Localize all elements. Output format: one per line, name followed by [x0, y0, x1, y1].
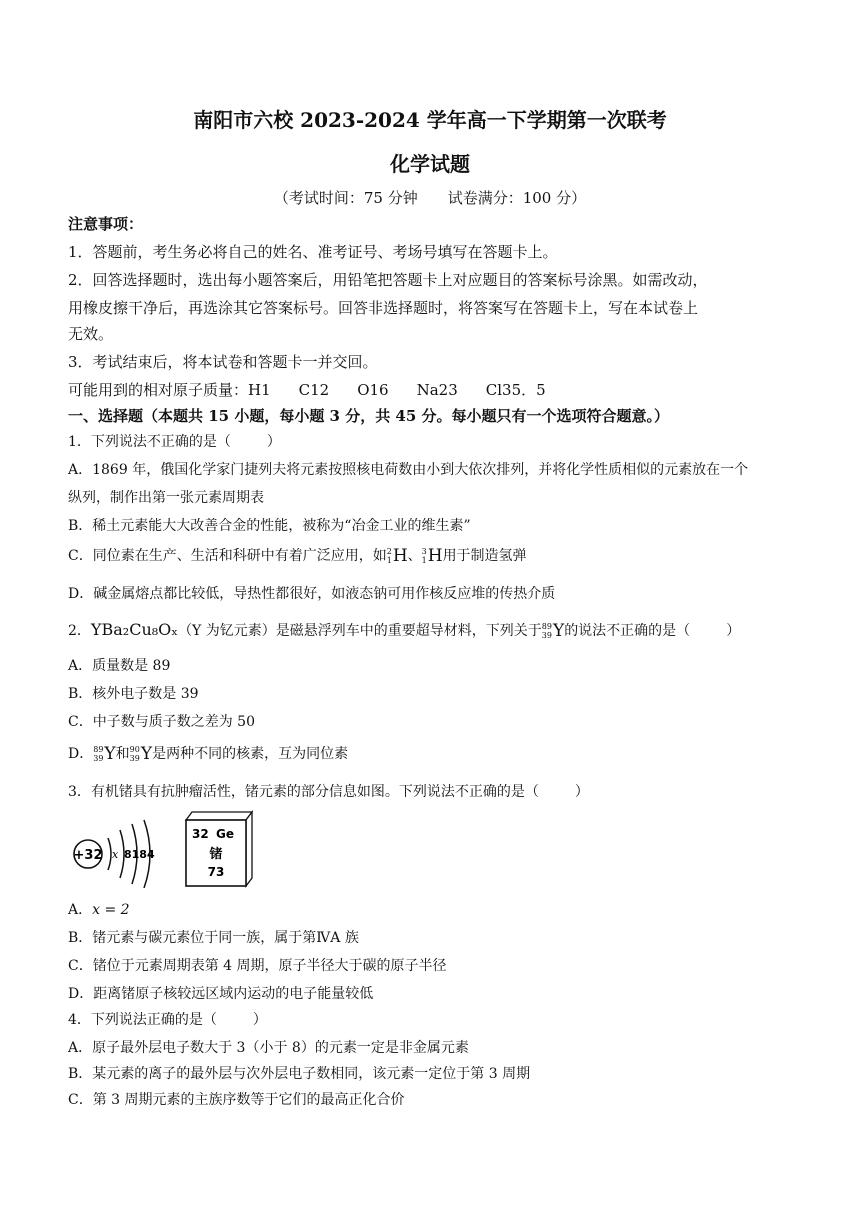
section-1-heading: 一、选择题（本题共 15 小题，每小题 3 分，共 45 分。每小题只有一个选项符合题意。）	[68, 407, 670, 425]
card-symbol: Ge	[216, 827, 234, 841]
exam-title: 南阳市六校 2023-2024 学年高一下学期第一次联考	[193, 108, 667, 132]
isotope-y89-z: 39	[541, 631, 552, 640]
shell-x-label: x	[112, 848, 119, 861]
q1-stem	[68, 432, 281, 452]
q3-option-b: B．锗元素与碳元素位于同一族，属于第ⅣA 族	[68, 930, 359, 946]
isotope-h2	[387, 546, 408, 566]
q1-stem-text: 1．下列说法不正确的是（	[68, 434, 231, 450]
nucleus-label: +32	[73, 848, 103, 863]
isotope-y89-d	[93, 744, 115, 764]
q3-option-a	[68, 900, 130, 920]
q1-option-c-text: C．同位素在生产、生活和科研中有着广泛应用，如	[68, 548, 387, 564]
isotope-y90	[130, 744, 152, 764]
notes-item-3: 3．考试结束后，将本试卷和答题卡一并交回。	[68, 353, 378, 371]
q4-option-b: B．某元素的离子的最外层与次外层电子数相同，该元素一定位于第 3 周期	[68, 1066, 531, 1082]
notes-item-2-line-3: 无效。	[68, 325, 114, 343]
germanium-figure	[68, 808, 268, 892]
q3-stem-text: 3．有机锗具有抗肿瘤活性，锗元素的部分信息如图。下列说法不正确的是（	[68, 784, 539, 800]
q3-option-a-expr: x = 2	[92, 902, 130, 918]
q3-option-d: D．距离锗原子核较远区域内运动的电子能量较低	[68, 986, 374, 1002]
isotope-y89-mass: 89	[541, 622, 552, 631]
q2-option-d-text: 是两种不同的核素，互为同位素	[152, 746, 349, 762]
q4-stem	[68, 1010, 267, 1030]
notes-heading: 注意事项：	[68, 215, 144, 233]
q3-option-c: C．锗位于元素周期表第 4 周期，原子半径大于碳的原子半径	[68, 958, 447, 974]
q2-option-d-and: 和	[115, 746, 130, 762]
isotope-y89	[542, 621, 564, 641]
isotope-h3	[422, 546, 443, 566]
q2-formula: YBa₂Cu₈Oₓ	[90, 620, 179, 639]
notes-item-1: 1．答题前，考生务必将自己的姓名、准考证号、考场号填写在答题卡上。	[68, 243, 558, 261]
card-side	[246, 812, 252, 886]
notes-item-2-line-2: 用橡皮擦干净后，再选涂其它答案标号。回答非选择题时，将答案写在答题卡上，写在本试卷上	[68, 299, 699, 317]
isotope-y89-symbol: Y	[552, 621, 565, 641]
q2-stem-text: （Y 为钇元素）是磁悬浮列车中的重要超导材料，下列关于	[178, 623, 542, 639]
q1-option-c-separator: 、	[407, 548, 422, 564]
q1-option-c-tail: 用于制造氢弹	[442, 548, 527, 564]
isotope-y89-d-mass: 89	[93, 745, 104, 754]
q1-option-c	[68, 546, 527, 566]
q3-stem	[68, 782, 589, 802]
q1-option-a-line-2: 纵列，制作出第一张元素周期表	[68, 490, 264, 506]
isotope-h3-symbol: H	[427, 546, 443, 566]
isotope-h3-mass: 3	[421, 547, 427, 556]
atomic-mass-label: 可能用到的相对原子质量：	[68, 381, 249, 399]
q1-stem-close: ）	[266, 434, 281, 450]
atomic-mass-o: O16	[357, 381, 389, 399]
isotope-y90-z: 39	[129, 754, 140, 763]
q2-number: 2．	[68, 623, 91, 639]
card-top	[186, 812, 252, 820]
q4-option-c: C．第 3 周期元素的主族序数等于它们的最高正化合价	[68, 1092, 405, 1108]
isotope-y90-symbol: Y	[140, 744, 153, 764]
isotope-h2-z: 1	[386, 556, 392, 565]
q2-option-c: C．中子数与质子数之差为 50	[68, 714, 255, 730]
q2-option-b: B．核外电子数是 39	[68, 686, 199, 702]
germanium-diagram	[68, 808, 268, 888]
q2-option-d-label: D．	[68, 746, 94, 762]
q1-option-b: B．稀土元素能大大改善合金的性能，被称为“冶金工业的维生素”	[68, 518, 471, 534]
q1-option-d: D．碱金属熔点都比较低，导热性都很好，如液态钠可用作核反应堆的传热介质	[68, 586, 556, 602]
card-name: 锗	[209, 847, 223, 862]
atomic-mass-h: H1	[248, 381, 271, 399]
q3-option-a-label: A．	[68, 902, 93, 918]
atomic-mass-line	[68, 380, 546, 400]
isotope-y89-d-z: 39	[93, 754, 104, 763]
q2-option-d	[68, 744, 348, 764]
isotope-h3-z: 1	[421, 556, 427, 565]
isotope-h2-symbol: H	[392, 546, 408, 566]
exam-info: （考试时间：75 分钟 试卷满分：100 分）	[273, 189, 587, 207]
exam-subtitle: 化学试题	[390, 152, 470, 176]
q4-option-a: A．原子最外层电子数大于 3（小于 8）的元素一定是非金属元素	[68, 1040, 469, 1056]
q2-stem-end: 的说法不正确的是（	[564, 623, 691, 639]
shell-arc-1	[108, 838, 111, 870]
atomic-mass-c: C12	[298, 381, 330, 399]
notes-item-2-line-1: 2．回答选择题时，选出每小题答案后，用铅笔把答题卡上对应题目的答案标号涂黑。如需改动，	[68, 271, 708, 289]
card-mass: 73	[207, 865, 225, 879]
q2-stem	[68, 620, 740, 641]
shell-values-label: 8184	[124, 848, 155, 861]
atomic-mass-cl: Cl35．5	[485, 381, 546, 399]
atomic-mass-na: Na23	[416, 381, 458, 399]
q4-stem-close: ）	[252, 1012, 267, 1028]
isotope-y89-d-symbol: Y	[104, 744, 116, 764]
q2-option-a: A．质量数是 89	[68, 658, 171, 674]
card-number: 32	[192, 827, 209, 841]
isotope-h2-mass: 2	[386, 547, 392, 556]
q4-stem-text: 4．下列说法正确的是（	[68, 1012, 217, 1028]
q1-option-a-line-1: A．1869 年，俄国化学家门捷列夫将元素按照核电荷数由小到大依次排列，并将化学性质相似的元素放在一个	[68, 462, 749, 478]
q2-stem-close: ）	[726, 623, 741, 639]
isotope-y90-mass: 90	[129, 745, 140, 754]
q3-stem-close: ）	[574, 784, 589, 800]
